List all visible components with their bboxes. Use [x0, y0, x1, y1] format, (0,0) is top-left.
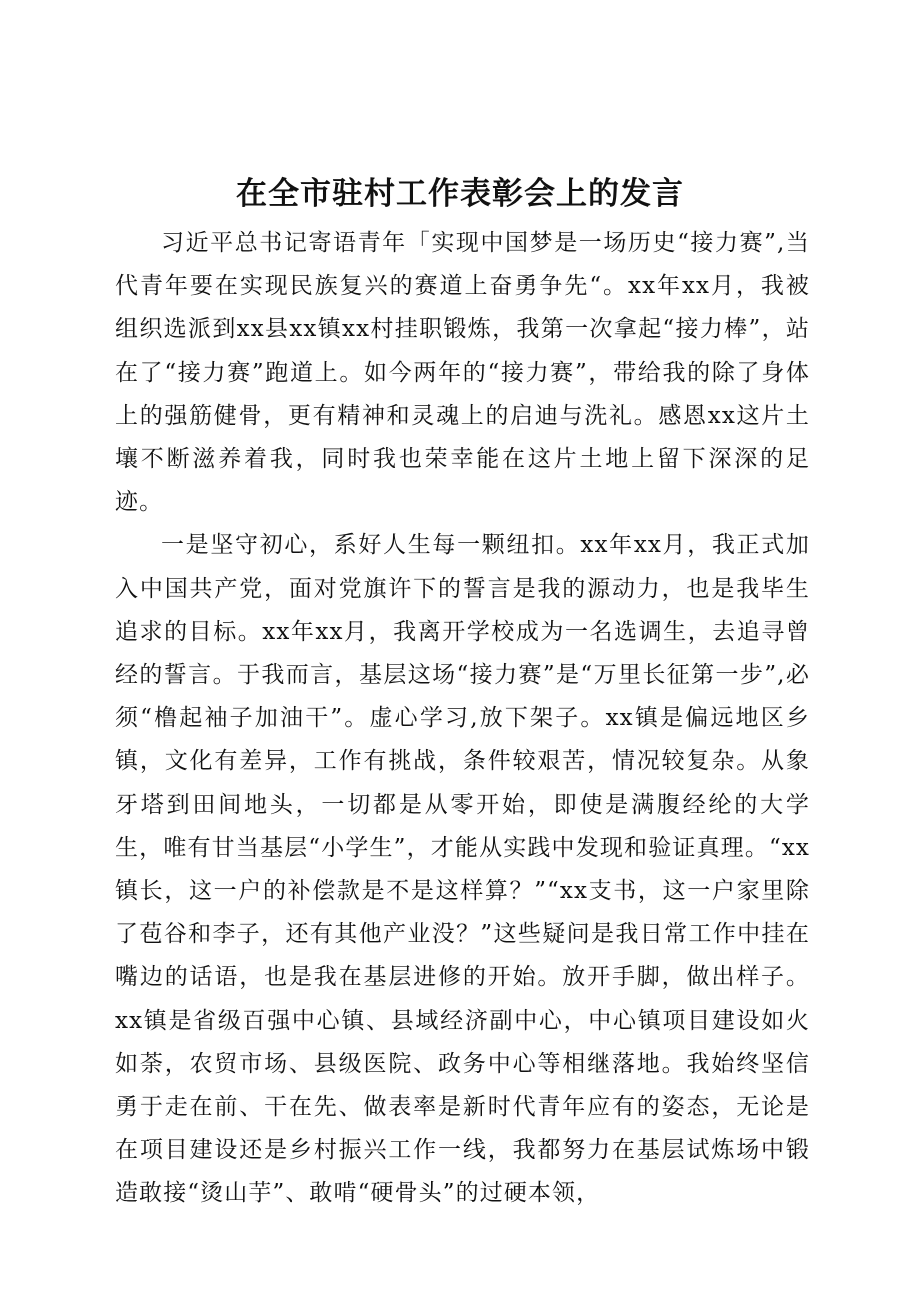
paragraph-first-point: 一是坚守初心，系好人生每一颗纽扣。xx年xx月，我正式加入中国共产党，面对党旗许下的誓言是我的源动力，也是我毕生追求的目标。xx年xx月，我离开学校成为一名选调生，去追寻曾经的誓言。于我而言，基层这场“接力赛”是“万里长征第一步”,必须“橹起袖子加油干”。虚心学习,放下架子。xx镇是偏远地区乡镇，文化有差异，工作有挑战，条件较艰苦，情况较复杂。从象牙塔到田间地头，一切都是从零开始，即使是满腹经纶的大学生，唯有甘当基层“小学生”，才能从实践中发现和验证真理。“xx镇长，这一户的补偿款是不是这样算？”“xx支书，这一户家里除了苞谷和李子，还有其他产业没？”这些疑问是我日常工作中挂在嘴边的话语，也是我在基层进修的开始。放开手脚，做出样子。xx镇是省级百强中心镇、县域经济副中心，中心镇项目建设如火如荼，农贸市场、县级医院、政务中心等相继落地。我始终坚信勇于走在前、干在先、做表率是新时代青年应有的姿态，无论是在项目建设还是乡村振兴工作一线，我都努力在基层试炼场中锻造敢接“烫山芋”、敢啃“硬骨头”的过硬本领，: [115, 532, 810, 1207]
document-body: [115, 222, 810, 1216]
paragraph-intro: 习近平总书记寄语青年「实现中国梦是一场历史“接力赛”,当代青年要在实现民族复兴的赛道上奋勇争先“。xx年xx月，我被组织选派到xx县xx镇xx村挂职锻炼，我第一次拿起“接力棒”，站在了“接力赛”跑道上。如今两年的“接力赛”，带给我的除了身体上的强筋健骨，更有精神和灵魂上的启迪与洗礼。感恩xx这片土壤不断滋养着我，同时我也荣幸能在这片土地上留下深深的足迹。: [115, 230, 810, 516]
document-title: 在全市驻村工作表彰会上的发言: [236, 176, 684, 212]
